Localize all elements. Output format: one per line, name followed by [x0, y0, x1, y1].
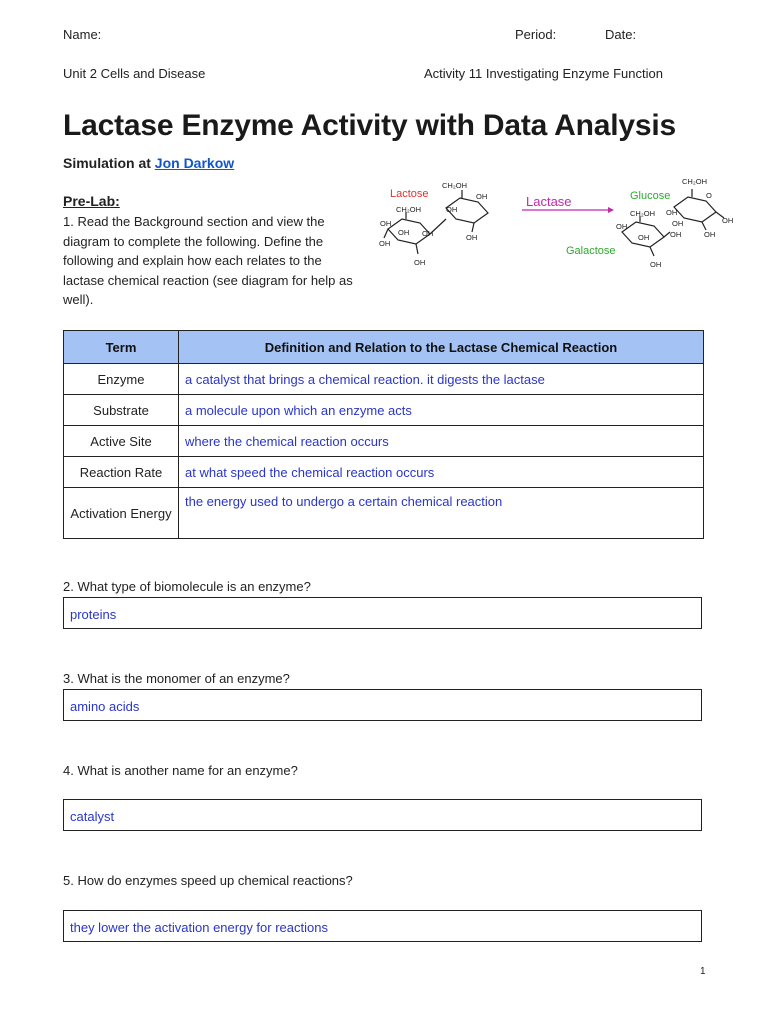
- glucose-oh-d: OH: [704, 230, 716, 239]
- table-row: [64, 488, 704, 539]
- page-number: 1: [700, 966, 706, 977]
- galactose-oh-c: OH: [650, 260, 662, 269]
- term-cell: Reaction Rate: [64, 457, 179, 488]
- lactose-ch2oh-a: CH₂OH: [396, 205, 421, 214]
- lactose-oh-c: OH: [379, 239, 391, 248]
- reaction-arrowhead: [608, 207, 614, 213]
- lactose-oh-f: OH: [476, 192, 488, 201]
- table-header-definition: Definition and Relation to the Lactase Chemical Reaction: [179, 331, 704, 364]
- question-4: 4. What is another name for an enzyme?: [63, 763, 298, 778]
- terms-table: [63, 330, 704, 539]
- galactose-label: Galactose: [566, 245, 616, 257]
- glucose-label: Glucose: [630, 190, 671, 202]
- answer-box-2[interactable]: proteins: [63, 597, 702, 629]
- table-header-row: [64, 331, 704, 364]
- question-2: 2. What type of biomolecule is an enzyme?: [63, 579, 311, 594]
- term-cell: Enzyme: [64, 364, 179, 395]
- answer-box-3[interactable]: amino acids: [63, 689, 702, 721]
- unit-label: Unit 2 Cells and Disease: [63, 66, 206, 81]
- date-label: Date:: [605, 27, 637, 42]
- lactose-oh-h: OH: [422, 229, 434, 238]
- answer-box-5[interactable]: they lower the activation energy for reactions: [63, 910, 702, 942]
- lactase-label: Lactase: [526, 194, 572, 209]
- question-5: 5. How do enzymes speed up chemical reactions?: [63, 873, 353, 888]
- question-3: 3. What is the monomer of an enzyme?: [63, 671, 290, 686]
- lactose-oh-g: OH: [466, 233, 478, 242]
- galactose-ch2oh: CH₂OH: [630, 209, 655, 218]
- lactose-oh-e: OH: [446, 205, 458, 214]
- table-row: [64, 395, 704, 426]
- prelab-instructions: 1. Read the Background section and view the diagram to complete the following. Define the following and explain how each relates to the lactase chemical reaction (see diagram for help as well).: [63, 214, 353, 307]
- galactose-oh-a: OH: [616, 222, 628, 231]
- table-header-term: Term: [64, 331, 179, 364]
- glucose-oh-e: OH: [670, 230, 682, 239]
- table-row: [64, 426, 704, 457]
- glucose-oh-c: OH: [722, 216, 734, 225]
- glucose-o: O: [706, 191, 712, 200]
- prelab-heading: Pre-Lab:: [63, 193, 120, 209]
- name-label: Name:: [63, 27, 102, 42]
- definition-cell[interactable]: where the chemical reaction occurs: [179, 426, 704, 457]
- definition-cell[interactable]: at what speed the chemical reaction occurs: [179, 457, 704, 488]
- subtitle-prefix: Simulation at: [63, 155, 155, 171]
- jon-darkow-link[interactable]: Jon Darkow: [154, 155, 235, 171]
- definition-cell[interactable]: a molecule upon which an enzyme acts: [179, 395, 704, 426]
- term-cell: Active Site: [64, 426, 179, 457]
- table-row: [64, 457, 704, 488]
- lactose-ch2oh-b: CH₂OH: [442, 181, 467, 190]
- term-cell: Activation Energy: [64, 488, 179, 539]
- lactose-oh-a: OH: [380, 219, 392, 228]
- page-title: Lactase Enzyme Activity with Data Analysis: [63, 109, 676, 142]
- table-row: [64, 364, 704, 395]
- term-cell: Substrate: [64, 395, 179, 426]
- lactase-reaction-diagram: [376, 172, 748, 284]
- glucose-oh-a: OH: [666, 208, 678, 217]
- lactose-label: Lactose: [390, 188, 429, 200]
- lactose-oh-b: OH: [398, 228, 410, 237]
- glucose-ch2oh: CH₂OH: [682, 177, 707, 186]
- subtitle: [63, 155, 234, 171]
- glucose-oh-b: OH: [672, 219, 684, 228]
- answer-box-4[interactable]: catalyst: [63, 799, 702, 831]
- definition-cell[interactable]: a catalyst that brings a chemical reaction. it digests the lactase: [179, 364, 704, 395]
- period-label: Period:: [515, 27, 557, 42]
- lactose-oh-d: OH: [414, 258, 426, 267]
- galactose-oh-b: OH: [638, 233, 650, 242]
- definition-cell[interactable]: the energy used to undergo a certain chemical reaction: [179, 488, 704, 539]
- activity-label: Activity 11 Investigating Enzyme Function: [424, 66, 663, 81]
